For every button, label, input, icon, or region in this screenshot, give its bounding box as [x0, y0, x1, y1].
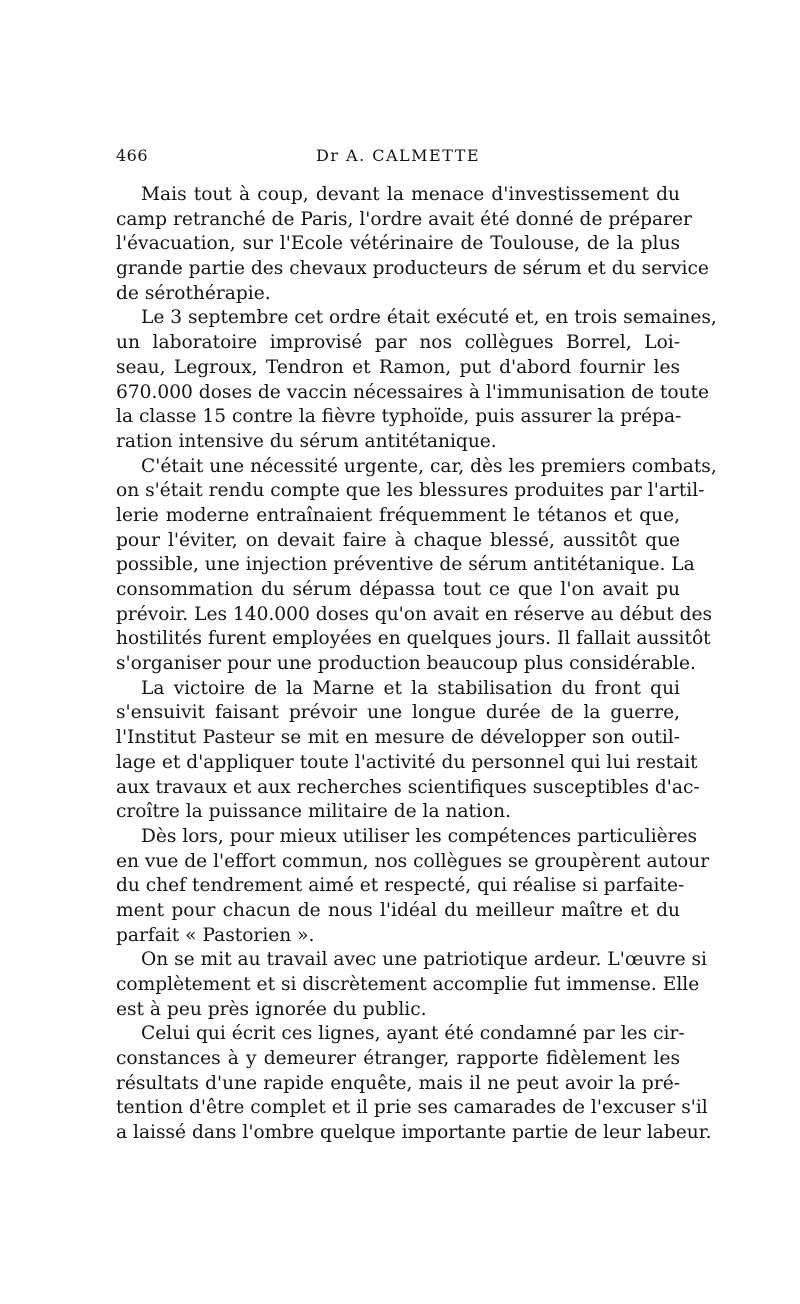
text-line: grande partie des chevaux producteurs de sérum et du service [116, 258, 709, 280]
text-line: complètement et si discrètement accomplie fut immense. Elle [116, 974, 700, 995]
text-line: résultats d'une rapide enquête, mais il ne peut avoir la pré- [116, 1072, 680, 1094]
paragraph [116, 948, 707, 1022]
paragraph [116, 455, 717, 677]
page-header [116, 146, 680, 170]
paragraph [116, 825, 710, 948]
text-line: seau, Legroux, Tendron et Ramon, put d'abord fournir les [116, 356, 680, 378]
text-line: possible, une injection préventive de sérum antitétanique. La [116, 554, 695, 576]
text-line: lerie moderne entraînaient fréquemment le tétanos et que, [116, 504, 680, 526]
text-line: s'organiser pour une production beaucoup plus considérable. [116, 653, 696, 675]
text-line: aux travaux et aux recherches scientifiques susceptibles d'ac- [116, 776, 700, 798]
text-line: On se mit au travail avec une patriotique ardeur. L'œuvre si [141, 949, 707, 971]
text-line: la classe 15 contre la fièvre typhoïde, puis assurer la prépa- [116, 406, 682, 428]
text-line: C'était une nécessité urgente, car, dès les premiers combats, [141, 455, 717, 477]
text-line: l'évacuation, sur l'Ecole vétérinaire de Toulouse, de la plus [116, 233, 680, 255]
page-number: 466 [116, 146, 149, 165]
text-line: ration intensive du sérum antitétanique. [116, 430, 497, 452]
text-line: on s'était rendu compte que les blessures produites par l'artil- [116, 480, 705, 502]
paragraph [116, 677, 700, 825]
text-line: un laboratoire improvisé par nos collègues Borrel, Loi- [116, 332, 680, 354]
running-head: Dr A. CALMETTE [315, 146, 481, 165]
text-line: de sérothérapie. [116, 282, 271, 304]
text-line: prévoir. Les 140.000 doses qu'on avait en réserve au début des [116, 603, 713, 625]
text-line: consommation du sérum dépassa tout ce que l'on avait pu [116, 579, 680, 600]
text-line: ment pour chacun de nous l'idéal du meilleur maître et du [116, 899, 680, 921]
text-line: parfait « Pastorien ». [116, 924, 315, 946]
text-line: constances à y demeurer étranger, rapporte fidèlement les [116, 1048, 680, 1070]
text-line: pour l'éviter, on devait faire à chaque blessé, aussitôt que [116, 529, 680, 551]
text-line: camp retranché de Paris, l'ordre avait été donné de préparer [116, 208, 692, 230]
body-text [116, 183, 717, 1146]
text-line: s'ensuivit faisant prévoir une longue durée de la guerre, [116, 702, 680, 724]
paragraph [116, 306, 717, 454]
text-line: croître la puissance militaire de la nation. [116, 801, 512, 823]
text-line: La victoire de la Marne et la stabilisation du front qui [141, 677, 680, 699]
text-line: Le 3 septembre cet ordre était exécuté et, en trois semaines, [141, 307, 717, 329]
text-line: Dès lors, pour mieux utiliser les compétences particulières [141, 825, 698, 847]
paragraph [116, 1022, 712, 1145]
text-line: Celui qui écrit ces lignes, ayant été condamné par les cir- [141, 1023, 685, 1045]
text-line: est à peu près ignorée du public. [116, 998, 427, 1020]
text-line: hostilités furent employées en quelques jours. Il fallait aussitôt [116, 628, 711, 650]
text-line: du chef tendrement aimé et respecté, qui réalise si parfaite- [116, 875, 685, 897]
text-line: l'Institut Pasteur se mit en mesure de développer son outil- [116, 727, 680, 749]
paragraph [116, 183, 709, 306]
text-line: Mais tout à coup, devant la menace d'investissement du [141, 184, 680, 205]
text-line: tention d'être complet et il prie ses camarades de l'excuser s'il [116, 1097, 708, 1119]
text-line: 670.000 doses de vaccin nécessaires à l'immunisation de toute [116, 381, 710, 403]
text-line: lage et d'appliquer toute l'activité du personnel qui lui restait [116, 751, 698, 773]
text-line: en vue de l'effort commun, nos collègues se groupèrent autour [116, 850, 710, 872]
text-line: a laissé dans l'ombre quelque importante partie de leur labeur. [116, 1122, 712, 1144]
